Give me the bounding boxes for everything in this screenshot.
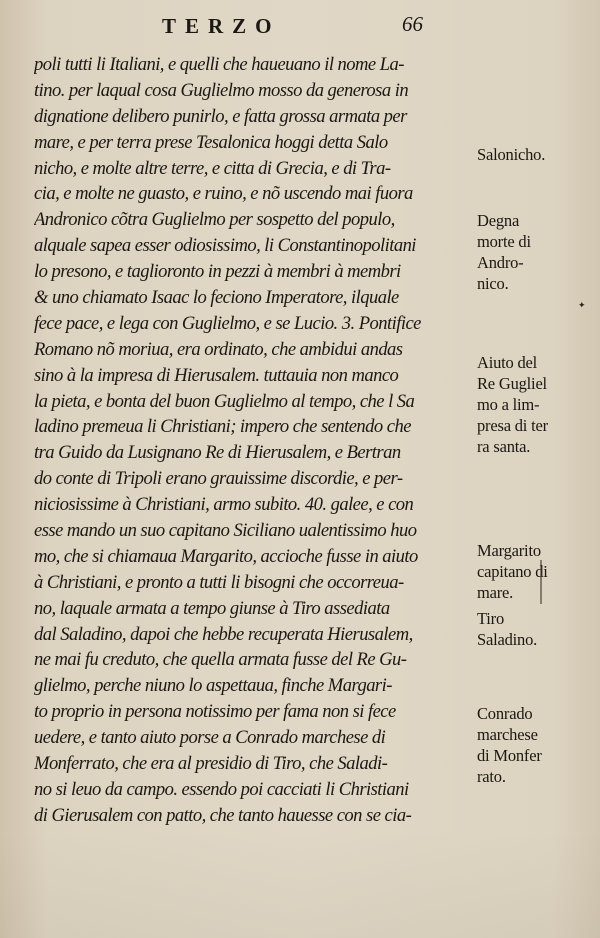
marginal-note-line: Degna — [477, 211, 520, 230]
marginal-note-line: Aiuto del — [477, 353, 538, 372]
text-line: poli tutti li Italiani, e quelli che haueuano il nome La- — [34, 54, 404, 75]
text-line: mare, e per terra prese Tesalonica hoggi detta Salo — [34, 131, 388, 153]
text-line: alquale sapea esser odiosissimo, li Constantinopolitani — [34, 235, 416, 257]
text-line: sino à la impresa di Hierusalem. tuttauia non manco — [34, 364, 399, 386]
marginal-note-line: presa di ter — [477, 416, 548, 435]
text-line: dignatione delibero punirlo, e fatta grossa armata per — [34, 105, 407, 127]
text-line: à Christiani, e pronto a tutti li bisogni che occorreua- — [34, 571, 404, 593]
ink-mark — [540, 560, 548, 604]
text-line: glielmo, perche niuno lo aspettaua, finche Margari- — [34, 675, 392, 697]
marginal-note-line: mare. — [477, 583, 514, 602]
marginal-note-line: rato. — [477, 767, 506, 786]
text-line: Andronico cõtra Guglielmo per sospetto del populo, — [34, 209, 395, 231]
page-header — [0, 8, 600, 44]
marginal-note-conrado — [477, 703, 595, 787]
marginal-note-saloniche — [477, 144, 595, 165]
text-line: ne mai fu creduto, che quella armata fusse del Re Gu- — [34, 649, 407, 671]
text-line: nicho, e molte altre terre, e citta di Grecia, e di Tra- — [34, 157, 391, 179]
text-line: tra Guido da Lusignano Re di Hierusalem, e Bertran — [34, 442, 401, 464]
marginal-note-tiro — [477, 608, 595, 650]
paper-shading — [0, 830, 600, 938]
marginal-note-line: capitano di — [477, 562, 548, 581]
marginal-note-line: Salonicho. — [477, 145, 546, 164]
text-line: esse mando un suo capitano Siciliano ualentissimo huo — [34, 520, 417, 542]
fleuron-ornament-icon: ✦ — [578, 300, 586, 310]
page-number: 66 — [402, 12, 423, 36]
text-line: uedere, e tanto aiuto porse a Conrado marchese di — [34, 727, 386, 749]
text-line: Monferrato, che era al presidio di Tiro, che Saladi- — [34, 753, 388, 775]
text-line: do conte di Tripoli erano grauissime discordie, e per- — [34, 468, 403, 490]
marginal-note-line: marchese — [477, 725, 538, 744]
text-line: to proprio in persona notissimo per fama non si fece — [34, 701, 396, 723]
running-head: TERZO — [162, 14, 281, 38]
text-line: no si leuo da campo. essendo poi cacciati li Christiani — [34, 778, 409, 800]
text-line: ladino premeua li Christiani; impero che sentendo che — [34, 416, 411, 438]
text-line: la pieta, e bonta del buon Guglielmo al tempo, che l Sa — [34, 390, 415, 412]
marginal-note-line: Andro- — [477, 253, 524, 272]
text-line: Romano nõ moriua, era ordinato, che ambidui andas — [34, 338, 403, 360]
text-line: lo presono, e taglioronto in pezzi à membri à membri — [34, 261, 401, 283]
marginal-note-line: nico. — [477, 274, 509, 293]
text-line: cia, e molte ne guasto, e ruino, e nõ uscendo mai fuora — [34, 183, 413, 205]
text-line: no, laquale armata a tempo giunse à Tiro assediata — [34, 597, 390, 619]
marginal-note-line: Re Gugliel — [477, 374, 547, 393]
marginal-note-line: di Monfer — [477, 746, 542, 765]
text-line: tino. per laqual cosa Guglielmo mosso da generosa in — [34, 79, 409, 101]
marginal-note-line: Tiro — [477, 609, 505, 628]
text-line: fece pace, e lega con Guglielmo, e se Lucio. 3. Pontifice — [34, 312, 421, 334]
marginal-note-aiuto-re — [477, 352, 595, 457]
marginal-note-line: ra santa. — [477, 437, 531, 456]
marginal-note-margarito — [477, 540, 595, 603]
marginal-note-line: Saladino. — [477, 630, 538, 649]
marginal-note-line: Margarito — [477, 541, 541, 560]
main-text-block — [34, 52, 474, 829]
marginal-note-degna-morte — [477, 210, 595, 294]
text-line: niciosissime à Christiani, armo subito. 40. galee, e con — [34, 494, 414, 516]
text-line: & uno chiamato Isaac lo feciono Imperatore, ilquale — [34, 287, 399, 309]
text-line: mo, che si chiamaua Margarito, accioche fusse in aiuto — [34, 545, 418, 567]
text-line: di Gierusalem con patto, che tanto hauesse con se cia- — [34, 804, 412, 826]
marginal-note-line: morte di — [477, 232, 531, 251]
marginal-note-line: mo a lim- — [477, 395, 540, 414]
text-line: dal Saladino, dapoi che hebbe recuperata Hierusalem, — [34, 623, 413, 645]
marginal-note-line: Conrado — [477, 704, 533, 723]
